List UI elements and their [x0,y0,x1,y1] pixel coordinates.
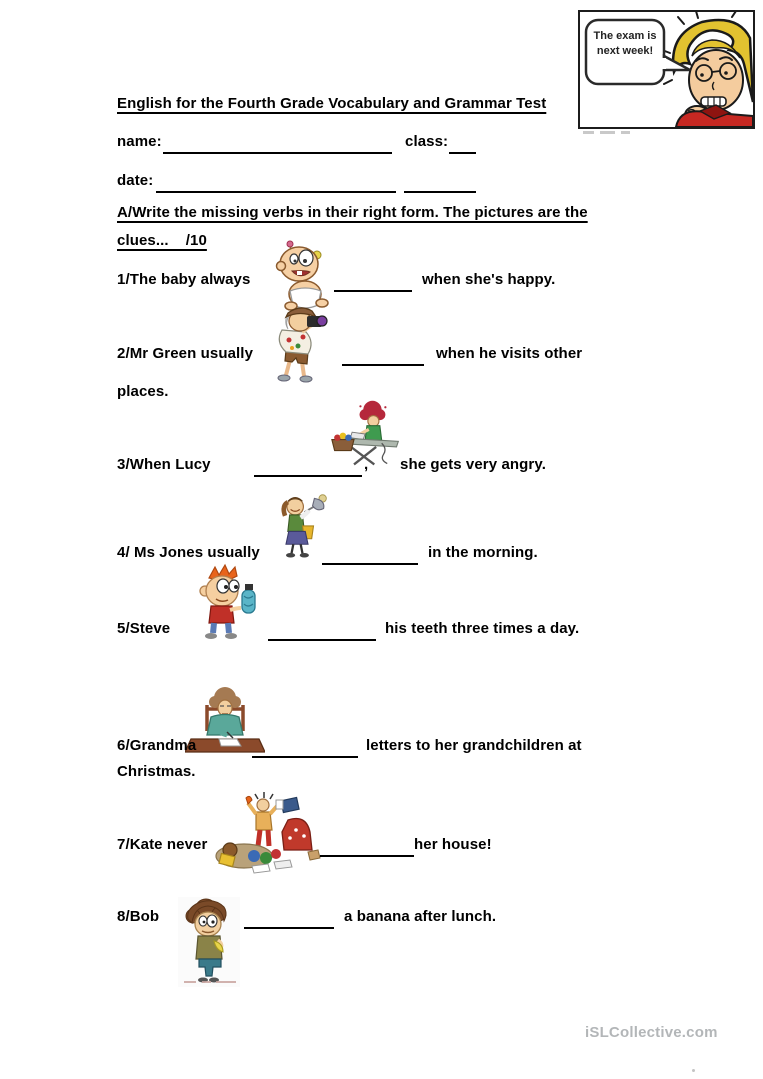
answer-blank-2 [342,346,424,366]
answer-blank-3 [254,457,362,477]
image-credit-smudge [202,981,211,983]
question-1-pre: 1/The baby always [117,271,251,288]
date-blank-2 [404,173,476,193]
question-5-post: his teeth three times a day. [385,620,580,637]
date-blank [156,173,396,193]
question-5-pre: 5/Steve [117,620,171,637]
question-1-post: when she's happy. [422,271,556,288]
question-2-pre: 2/Mr Green usually [117,345,254,362]
question-8-pre: 8/Bob [117,908,160,925]
question-3-pre: 3/When Lucy [117,456,211,473]
answer-blank-7 [320,837,414,857]
question-6-post2: Christmas. [117,763,196,780]
cartoon-credit-smudge [600,131,615,134]
answer-blank-6 [252,738,358,758]
question-3-post: she gets very angry. [400,456,546,473]
question-7-post: her house! [414,836,492,853]
islcollective-watermark: iSLCollective.com [585,1024,718,1041]
answer-blank-5 [268,621,376,641]
name-blank [163,134,392,154]
question-4-pre: 4/ Ms Jones usually [117,544,260,561]
speech-bubble-text: The exam is next week! [593,30,657,57]
laughing-baby-image [272,239,334,311]
answer-blank-4 [322,545,418,565]
section-a-instruction-line1: A/Write the missing verbs in their right form. The pictures are the [117,204,588,221]
question-2-post2: places. [117,383,169,400]
question-6-pre: 6/Grandma [117,737,197,754]
question-4-post: in the morning. [428,544,538,561]
question-3-comma: , [364,456,369,473]
messy-house-image [212,792,322,876]
image-credit-smudge [216,981,236,983]
question-7-pre: 7/Kate never [117,836,208,853]
date-label: date: [117,172,154,189]
exam-cartoon [578,10,755,129]
boy-eating-banana-image [178,897,240,987]
worksheet-title: English for the Fourth Grade Vocabulary and Grammar Test [117,95,547,112]
tourist-taking-photo-image [262,302,334,383]
cartoon-credit-smudge [583,131,594,134]
image-credit-smudge [184,981,196,983]
answer-blank-8 [244,909,334,929]
class-blank [449,134,476,154]
name-label: name: [117,133,162,150]
question-2-post: when he visits other [436,345,583,362]
boy-with-toothpaste-image [195,563,263,640]
cartoon-credit-smudge [621,131,630,134]
question-8-post: a banana after lunch. [344,908,497,925]
woman-dusting-image [264,487,330,563]
section-a-instruction-line2: clues... /10 [117,232,207,249]
class-label: class: [405,133,449,150]
stray-dot [692,1069,695,1072]
question-6-post: letters to her grandchildren at [366,737,582,754]
answer-blank-1 [334,272,412,292]
